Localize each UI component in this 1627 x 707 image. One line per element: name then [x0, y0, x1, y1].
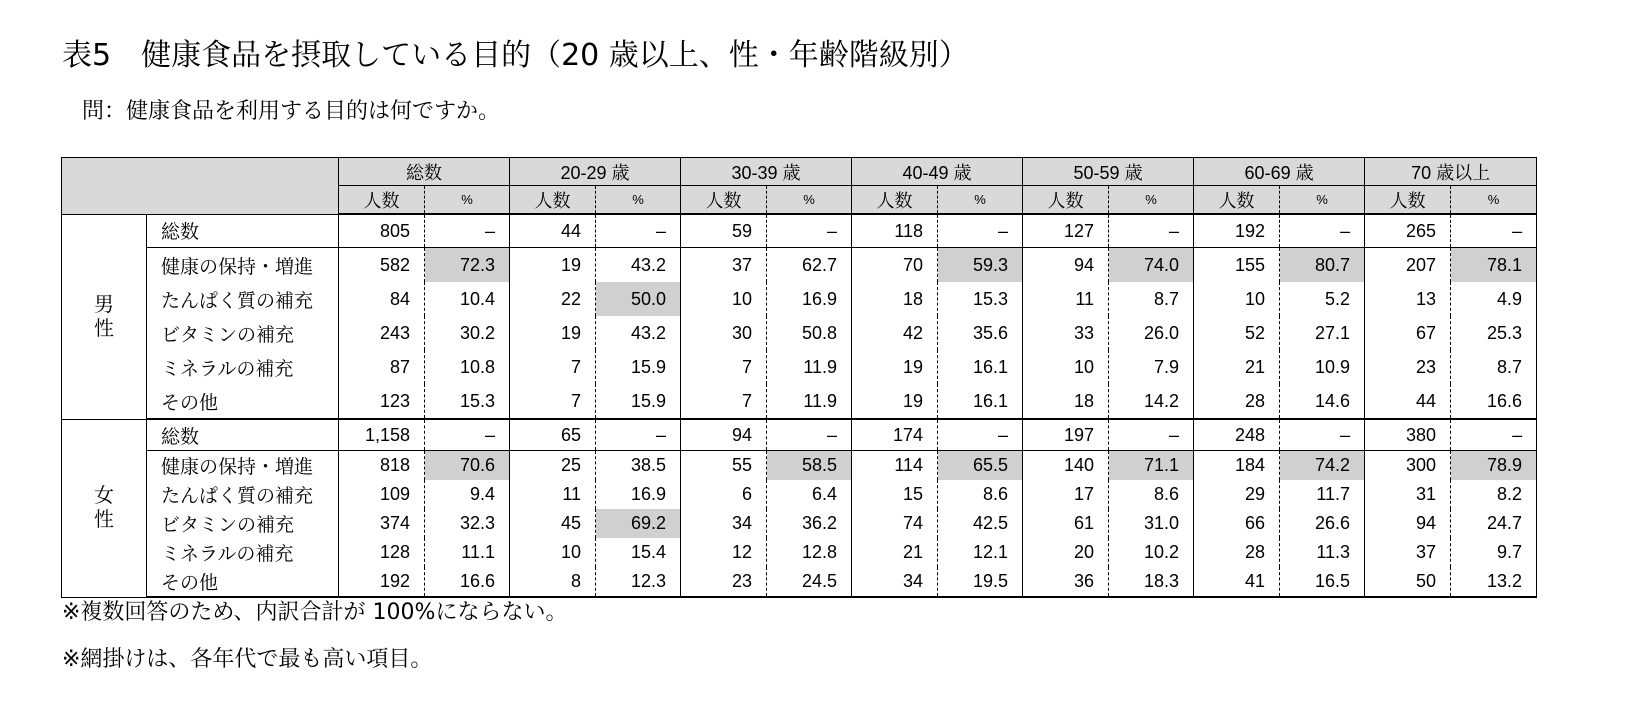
percent-cell: 8.6	[1109, 480, 1194, 509]
count-cell: 128	[339, 538, 425, 567]
count-cell: 127	[1023, 214, 1109, 248]
count-cell: 52	[1194, 316, 1280, 350]
count-cell: 197	[1023, 419, 1109, 451]
percent-cell: 8.7	[1451, 350, 1537, 384]
sex-label: 女 性	[62, 419, 147, 597]
percent-cell: 14.6	[1280, 384, 1365, 419]
percent-cell: 11.3	[1280, 538, 1365, 567]
count-cell: 10	[681, 282, 767, 316]
percent-cell: 16.1	[938, 350, 1023, 384]
percent-header: %	[767, 186, 852, 215]
percent-cell: 31.0	[1109, 509, 1194, 538]
count-cell: 29	[1194, 480, 1280, 509]
count-cell: 44	[510, 214, 596, 248]
count-cell: 41	[1194, 567, 1280, 597]
percent-cell: 16.6	[1451, 384, 1537, 419]
count-cell: 805	[339, 214, 425, 248]
percent-cell: 14.2	[1109, 384, 1194, 419]
percent-cell: 30.2	[425, 316, 510, 350]
count-cell: 61	[1023, 509, 1109, 538]
percent-cell: 4.9	[1451, 282, 1537, 316]
percent-header: %	[1451, 186, 1537, 215]
percent-cell: 15.9	[596, 384, 681, 419]
count-header: 人数	[1023, 186, 1109, 215]
count-cell: 155	[1194, 248, 1280, 283]
count-cell: 84	[339, 282, 425, 316]
percent-cell: 74.0	[1109, 248, 1194, 283]
percent-cell: 10.4	[425, 282, 510, 316]
item-label: ビタミンの補充	[161, 324, 295, 346]
item-label: ミネラルの補充	[161, 544, 294, 565]
percent-cell: 43.2	[596, 248, 681, 283]
age-group-header: 40-49 歳	[852, 158, 1023, 186]
percent-cell: –	[767, 214, 852, 248]
count-header: 人数	[1365, 186, 1451, 215]
count-cell: 18	[1023, 384, 1109, 419]
percent-cell: –	[1451, 214, 1537, 248]
count-cell: 94	[1023, 248, 1109, 283]
percent-cell: 78.9	[1451, 451, 1537, 481]
count-cell: 12	[681, 538, 767, 567]
percent-cell: –	[1280, 214, 1365, 248]
item-label: ビタミンの補充	[161, 515, 295, 536]
count-cell: 31	[1365, 480, 1451, 509]
count-cell: 248	[1194, 419, 1280, 451]
count-cell: 19	[510, 248, 596, 283]
item-label: たんぱく質の補充	[161, 486, 314, 507]
age-group-header: 総数	[339, 158, 510, 186]
count-cell: 123	[339, 384, 425, 419]
percent-cell: 9.4	[425, 480, 510, 509]
count-cell: 23	[681, 567, 767, 597]
count-cell: 192	[339, 567, 425, 597]
count-cell: 74	[852, 509, 938, 538]
age-group-header: 50-59 歳	[1023, 158, 1194, 186]
count-cell: 7	[681, 350, 767, 384]
count-header: 人数	[510, 186, 596, 215]
percent-cell: 8.2	[1451, 480, 1537, 509]
percent-cell: –	[425, 419, 510, 451]
count-cell: 7	[510, 350, 596, 384]
percent-cell: 69.2	[596, 509, 681, 538]
table-row	[62, 451, 1537, 481]
count-cell: 25	[510, 451, 596, 481]
percent-cell: –	[1109, 419, 1194, 451]
count-cell: 45	[510, 509, 596, 538]
percent-cell: 16.9	[767, 282, 852, 316]
percent-cell: 19.5	[938, 567, 1023, 597]
percent-cell: 15.3	[938, 282, 1023, 316]
count-cell: 7	[681, 384, 767, 419]
table-title: 表5 健康食品を摂取している目的（20 歳以上、性・年齢階級別）	[62, 38, 969, 73]
count-cell: 10	[510, 538, 596, 567]
item-label: 健康の保持・増進	[161, 457, 314, 478]
percent-cell: –	[596, 419, 681, 451]
percent-cell: 13.2	[1451, 567, 1537, 597]
count-cell: 15	[852, 480, 938, 509]
count-cell: 8	[510, 567, 596, 597]
percent-cell: –	[1451, 419, 1537, 451]
count-cell: 300	[1365, 451, 1451, 481]
count-cell: 192	[1194, 214, 1280, 248]
count-cell: 23	[1365, 350, 1451, 384]
percent-cell: 72.3	[425, 248, 510, 283]
count-cell: 184	[1194, 451, 1280, 481]
percent-cell: 62.7	[767, 248, 852, 283]
item-label: その他	[147, 384, 339, 419]
percent-cell: 7.9	[1109, 350, 1194, 384]
count-cell: 243	[339, 316, 425, 350]
percent-cell: 10.9	[1280, 350, 1365, 384]
age-group-header: 20-29 歳	[510, 158, 681, 186]
percent-cell: 8.7	[1109, 282, 1194, 316]
count-cell: 18	[852, 282, 938, 316]
item-label: 健康の保持・増進	[161, 256, 314, 278]
question-text: 問：健康食品を利用する目的は何ですか。	[82, 99, 501, 124]
percent-cell: 15.3	[425, 384, 510, 419]
count-cell: 582	[339, 248, 425, 283]
table-row	[62, 538, 1537, 567]
percent-cell: 36.2	[767, 509, 852, 538]
count-cell: 19	[852, 384, 938, 419]
count-cell: 37	[1365, 538, 1451, 567]
percent-cell: 6.4	[767, 480, 852, 509]
percent-cell: –	[596, 214, 681, 248]
count-cell: 6	[681, 480, 767, 509]
age-group-header: 60-69 歳	[1194, 158, 1365, 186]
percent-cell: –	[425, 214, 510, 248]
item-label: 総数	[147, 214, 339, 248]
percent-cell: 16.5	[1280, 567, 1365, 597]
percent-cell: 15.4	[596, 538, 681, 567]
table-row	[62, 384, 1537, 419]
percent-cell: 59.3	[938, 248, 1023, 283]
footnote-multiple-answers: ※複数回答のため、内訳合計が 100%にならない。	[62, 600, 568, 625]
count-cell: 21	[852, 538, 938, 567]
count-cell: 10	[1194, 282, 1280, 316]
percent-cell: –	[938, 419, 1023, 451]
count-cell: 87	[339, 350, 425, 384]
table-row	[62, 248, 1537, 283]
item-label: その他	[147, 567, 339, 597]
percent-cell: 78.1	[1451, 248, 1537, 283]
count-cell: 34	[681, 509, 767, 538]
percent-cell: 15.9	[596, 350, 681, 384]
count-cell: 818	[339, 451, 425, 481]
table-row	[62, 316, 1537, 350]
percent-cell: 50.8	[767, 316, 852, 350]
count-header: 人数	[681, 186, 767, 215]
count-cell: 118	[852, 214, 938, 248]
percent-cell: 8.6	[938, 480, 1023, 509]
percent-cell: –	[1109, 214, 1194, 248]
count-cell: 7	[510, 384, 596, 419]
percent-cell: 16.6	[425, 567, 510, 597]
percent-cell: 35.6	[938, 316, 1023, 350]
count-cell: 114	[852, 451, 938, 481]
age-group-header: 30-39 歳	[681, 158, 852, 186]
percent-cell: 42.5	[938, 509, 1023, 538]
count-cell: 19	[510, 316, 596, 350]
count-cell: 19	[852, 350, 938, 384]
percent-cell: 18.3	[1109, 567, 1194, 597]
percent-cell: 71.1	[1109, 451, 1194, 481]
table-row	[62, 480, 1537, 509]
percent-cell: 12.3	[596, 567, 681, 597]
percent-cell: 16.1	[938, 384, 1023, 419]
percent-cell: 9.7	[1451, 538, 1537, 567]
count-cell: 34	[852, 567, 938, 597]
percent-header: %	[425, 186, 510, 215]
percent-cell: 11.9	[767, 384, 852, 419]
percent-cell: 74.2	[1280, 451, 1365, 481]
percent-header: %	[1109, 186, 1194, 215]
count-cell: 174	[852, 419, 938, 451]
count-cell: 50	[1365, 567, 1451, 597]
count-cell: 10	[1023, 350, 1109, 384]
sex-label: 男 性	[62, 214, 147, 419]
table-row	[62, 214, 1537, 248]
percent-cell: 10.2	[1109, 538, 1194, 567]
percent-header: %	[938, 186, 1023, 215]
percent-cell: 70.6	[425, 451, 510, 481]
count-cell: 28	[1194, 384, 1280, 419]
count-header: 人数	[852, 186, 938, 215]
percent-cell: 10.8	[425, 350, 510, 384]
count-cell: 67	[1365, 316, 1451, 350]
count-cell: 265	[1365, 214, 1451, 248]
percent-cell: 50.0	[596, 282, 681, 316]
percent-header: %	[596, 186, 681, 215]
count-cell: 11	[1023, 282, 1109, 316]
percent-cell: 5.2	[1280, 282, 1365, 316]
count-header: 人数	[1194, 186, 1280, 215]
count-cell: 13	[1365, 282, 1451, 316]
item-label: たんぱく質の補充	[161, 290, 314, 312]
count-cell: 21	[1194, 350, 1280, 384]
percent-cell: 12.1	[938, 538, 1023, 567]
percent-cell: 27.1	[1280, 316, 1365, 350]
header-corner	[62, 158, 339, 215]
percent-cell: 12.8	[767, 538, 852, 567]
table-row	[62, 350, 1537, 384]
table-row	[62, 282, 1537, 316]
percent-cell: 58.5	[767, 451, 852, 481]
count-cell: 207	[1365, 248, 1451, 283]
data-table	[61, 157, 1537, 598]
count-cell: 94	[681, 419, 767, 451]
percent-header: %	[1280, 186, 1365, 215]
count-cell: 94	[1365, 509, 1451, 538]
footnote-shading: ※網掛けは、各年代で最も高い項目。	[62, 647, 433, 672]
percent-cell: 32.3	[425, 509, 510, 538]
age-group-header: 70 歳以上	[1365, 158, 1537, 186]
count-header: 人数	[339, 186, 425, 215]
item-label: ミネラルの補充	[161, 358, 294, 380]
count-cell: 22	[510, 282, 596, 316]
count-cell: 374	[339, 509, 425, 538]
count-cell: 66	[1194, 509, 1280, 538]
count-cell: 70	[852, 248, 938, 283]
percent-cell: 11.9	[767, 350, 852, 384]
percent-cell: 26.6	[1280, 509, 1365, 538]
count-cell: 380	[1365, 419, 1451, 451]
table-row	[62, 567, 1537, 597]
percent-cell: 65.5	[938, 451, 1023, 481]
percent-cell: 16.9	[596, 480, 681, 509]
table-row	[62, 419, 1537, 451]
count-cell: 109	[339, 480, 425, 509]
percent-cell: 38.5	[596, 451, 681, 481]
count-cell: 44	[1365, 384, 1451, 419]
percent-cell: 26.0	[1109, 316, 1194, 350]
count-cell: 59	[681, 214, 767, 248]
count-cell: 37	[681, 248, 767, 283]
item-label: 総数	[147, 419, 339, 451]
count-cell: 20	[1023, 538, 1109, 567]
count-cell: 33	[1023, 316, 1109, 350]
percent-cell: 11.7	[1280, 480, 1365, 509]
percent-cell: –	[938, 214, 1023, 248]
percent-cell: –	[1280, 419, 1365, 451]
count-cell: 11	[510, 480, 596, 509]
percent-cell: 43.2	[596, 316, 681, 350]
percent-cell: –	[767, 419, 852, 451]
count-cell: 1,158	[339, 419, 425, 451]
percent-cell: 24.7	[1451, 509, 1537, 538]
percent-cell: 24.5	[767, 567, 852, 597]
count-cell: 42	[852, 316, 938, 350]
count-cell: 55	[681, 451, 767, 481]
percent-cell: 80.7	[1280, 248, 1365, 283]
table-row	[62, 509, 1537, 538]
count-cell: 140	[1023, 451, 1109, 481]
count-cell: 36	[1023, 567, 1109, 597]
count-cell: 65	[510, 419, 596, 451]
count-cell: 17	[1023, 480, 1109, 509]
percent-cell: 11.1	[425, 538, 510, 567]
percent-cell: 25.3	[1451, 316, 1537, 350]
count-cell: 28	[1194, 538, 1280, 567]
count-cell: 30	[681, 316, 767, 350]
